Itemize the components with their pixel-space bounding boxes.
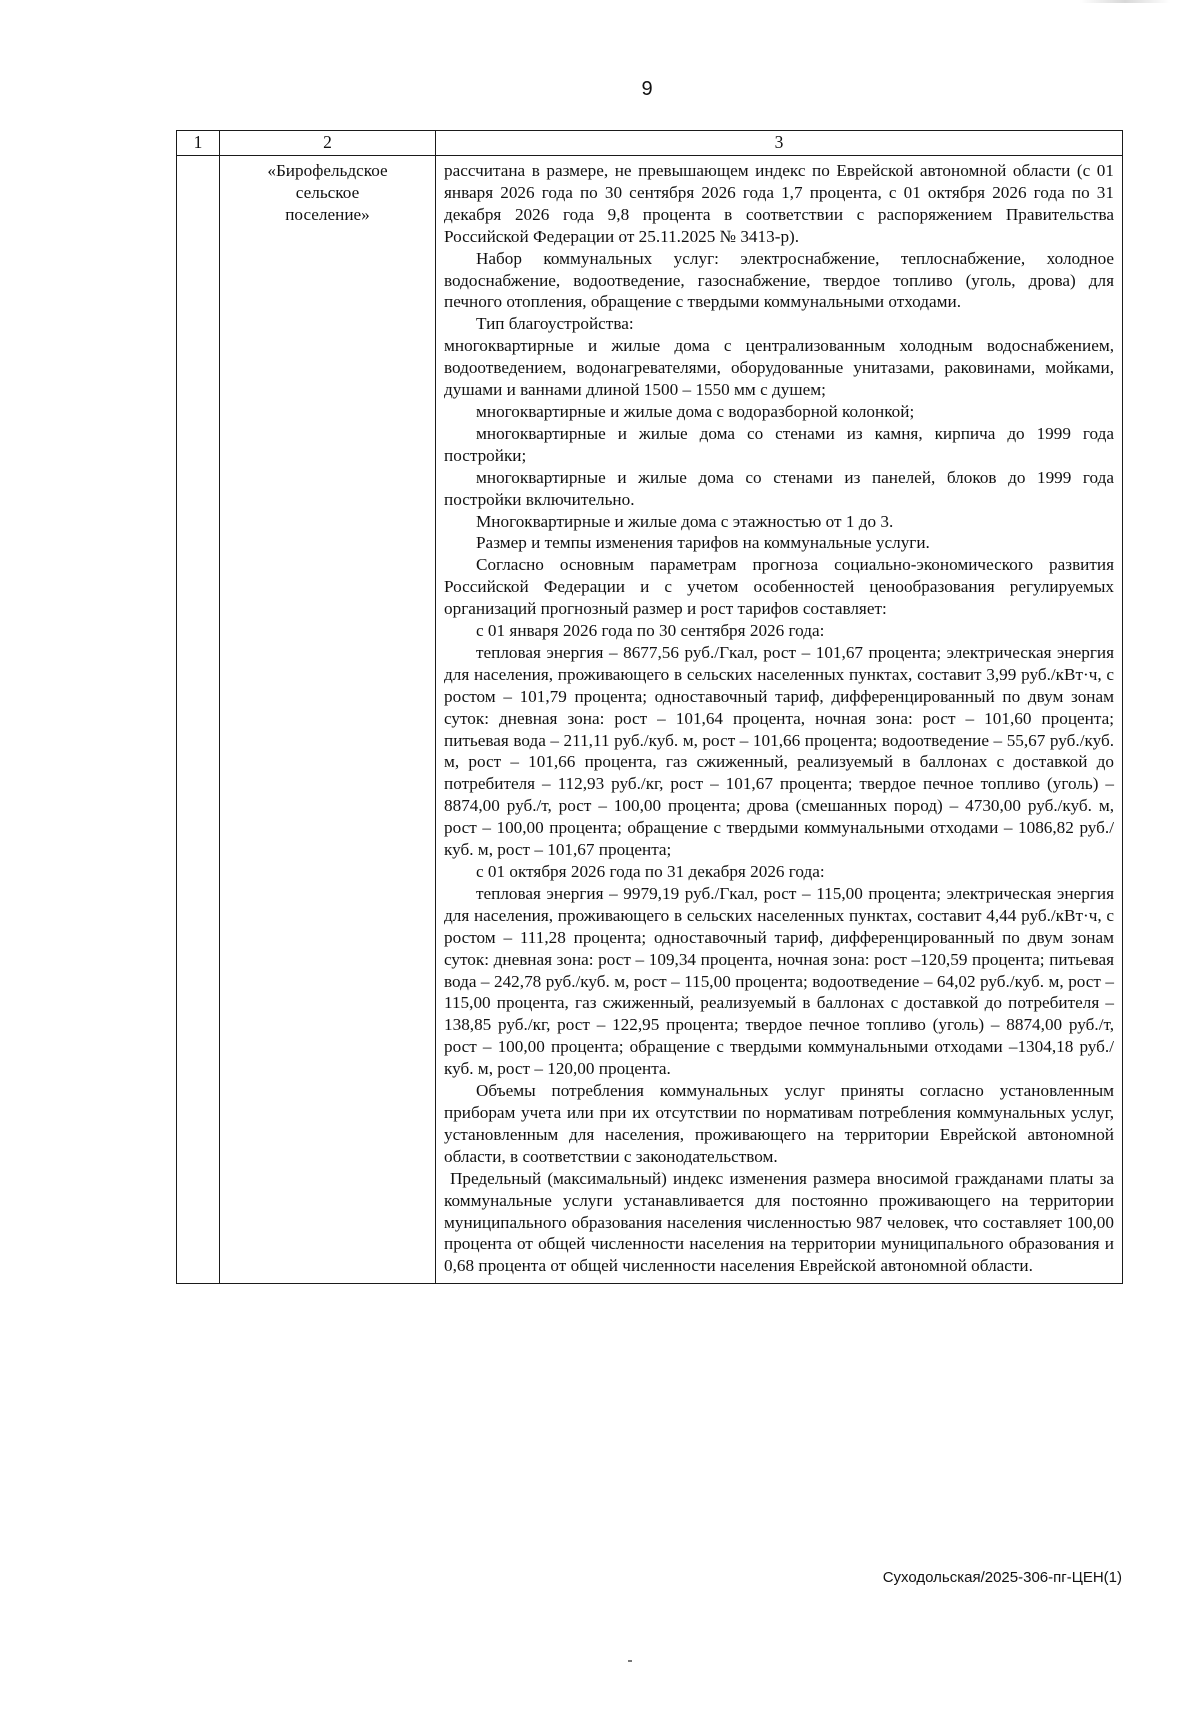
paragraph: многоквартирные и жилые дома с централизованным холодным водоснабжением, водоотведением, водонагревателями, оборудованные унитазами, раковинами, мойками, душами и ваннами длиной 1500 – 1550 мм с душем; (444, 336, 1114, 400)
settlement-name-line: «Бирофельдское (267, 161, 388, 180)
row-number-cell (177, 156, 220, 1284)
paragraph: многоквартирные и жилые дома с водоразборной колонкой; (476, 401, 915, 421)
paragraph: тепловая энергия – 8677,56 руб./Гкал, рост – 101,67 процента; электрическая энергия для населения, проживающего в сельских населенных пунктах, составит 3,99 руб./кВт·ч, с ростом – 101,79 процента; одноставочный тариф, дифференцированный по двум зонам суток: дневная зона: рост – 101,64 процента, ночная зона: рост – 101,60 процента; питьевая вода – 211,11 руб./куб. м, рост – 101,66 процента; водоотведение – 55,67 руб./куб. м, рост – 101,66 процента, газ сжиженный, реализуемый в баллонах с доставкой до потребителя – 112,93 руб./кг, рост – 101,67 процента; твердое печное топливо (уголь) – 8874,00 руб./т, рост – 100,00 процента; дрова (смешанных пород) – 4730,00 руб./куб. м, рост – 100,00 процента; обращение с твердыми коммунальными отходами – 1086,82 руб./куб. м, рост – 101,67 процента; (444, 642, 1114, 860)
paragraph: рассчитана в размере, не превышающем индекс по Еврейской автономной области (с 01 января 2026 года по 30 сентября 2026 года 1,7 процента, с 01 октября 2026 года по 31 декабря 2026 года 9,8 процента в соответствии с распоряжением Правительства Российской Федерации от 25.11.2025 № 3413-р). (444, 161, 1114, 246)
document-code: Суходольская/2025-306-пг-ЦЕН(1) (882, 1569, 1122, 1586)
header-cell-2: 2 (220, 131, 436, 156)
table-header-row (177, 131, 1123, 156)
page-number: 9 (641, 78, 653, 100)
paragraph: многоквартирные и жилые дома со стенами из камня, кирпича до 1999 года постройки; (444, 423, 1114, 465)
paragraph: Тип благоустройства: (476, 314, 634, 334)
paragraph: Набор коммунальных услуг: электроснабжение, теплоснабжение, холодное водоснабжение, водоотведение, газоснабжение, твердое топливо (уголь, дрова) для печного отопления, обращение с твердыми коммунальными отходами. (444, 248, 1114, 312)
scan-speck (628, 1660, 632, 1662)
paragraph: Размер и темпы изменения тарифов на коммунальные услуги. (476, 533, 930, 553)
paragraph: тепловая энергия – 9979,19 руб./Гкал, рост – 115,00 процента; электрическая энергия для населения, проживающего в сельских населенных пунктах, составит 4,44 руб./кВт·ч, с ростом – 111,28 процента; одноставочный тариф, дифференцированный по двум зонам суток: дневная зона: рост – 109,34 процента, ночная зона: рост –120,59 процента; питьевая вода – 242,78 руб./куб. м, рост – 115,00 процента; водоотведение – 64,02 руб./куб. м, рост – 115,00 процента, газ сжиженный, реализуемый в баллонах с доставкой до потребителя – 138,85 руб./кг, рост – 122,95 процента; твердое печное топливо (уголь) – 8874,00 руб./т, рост – 100,00 процента; обращение с твердыми коммунальными отходами –1304,18 руб./куб. м, рост – 120,00 процента. (444, 883, 1114, 1079)
settlement-name-cell (220, 156, 436, 1284)
paragraph: с 01 октября 2026 года по 31 декабря 2026 года: (476, 862, 825, 881)
paragraph: с 01 января 2026 года по 30 сентября 2026 года: (476, 621, 825, 641)
scan-edge-mark (1080, 0, 1170, 3)
settlement-name-line: поселение» (285, 205, 370, 224)
table-row (177, 156, 1123, 1284)
description-cell (436, 156, 1123, 1284)
settlement-name-line: сельское (295, 183, 360, 202)
paragraph: многоквартирные и жилые дома со стенами из панелей, блоков до 1999 года постройки включительно. (444, 467, 1114, 509)
paragraph: Объемы потребления коммунальных услуг приняты согласно установленным приборам учета или при их отсутствии по нормативам потребления коммунальных услуг, установленным для населения, проживающего на территории Еврейской автономной области, в соответствии с законодательством. (444, 1081, 1114, 1166)
header-cell-3: 3 (436, 131, 1123, 156)
paragraph: Согласно основным параметрам прогноза социально-экономического развития Российской Федерации и с учетом особенностей ценообразования регулируемых организаций прогнозный размер и рост тарифов составляет: (444, 555, 1114, 619)
tariff-table (176, 130, 1123, 1284)
header-cell-1: 1 (177, 131, 220, 156)
paragraph: Многоквартирные и жилые дома с этажностью от 1 до 3. (476, 511, 894, 531)
paragraph: Предельный (максимальный) индекс изменения размера вносимой гражданами платы за коммунальные услуги устанавливается для постоянно проживающего на территории муниципального образования населения численностью 987 человек, что составляет 100,00 процента от общей численности населения на территории муниципального образования и 0,68 процента от общей численности населения Еврейской автономной области. (444, 1168, 1114, 1276)
